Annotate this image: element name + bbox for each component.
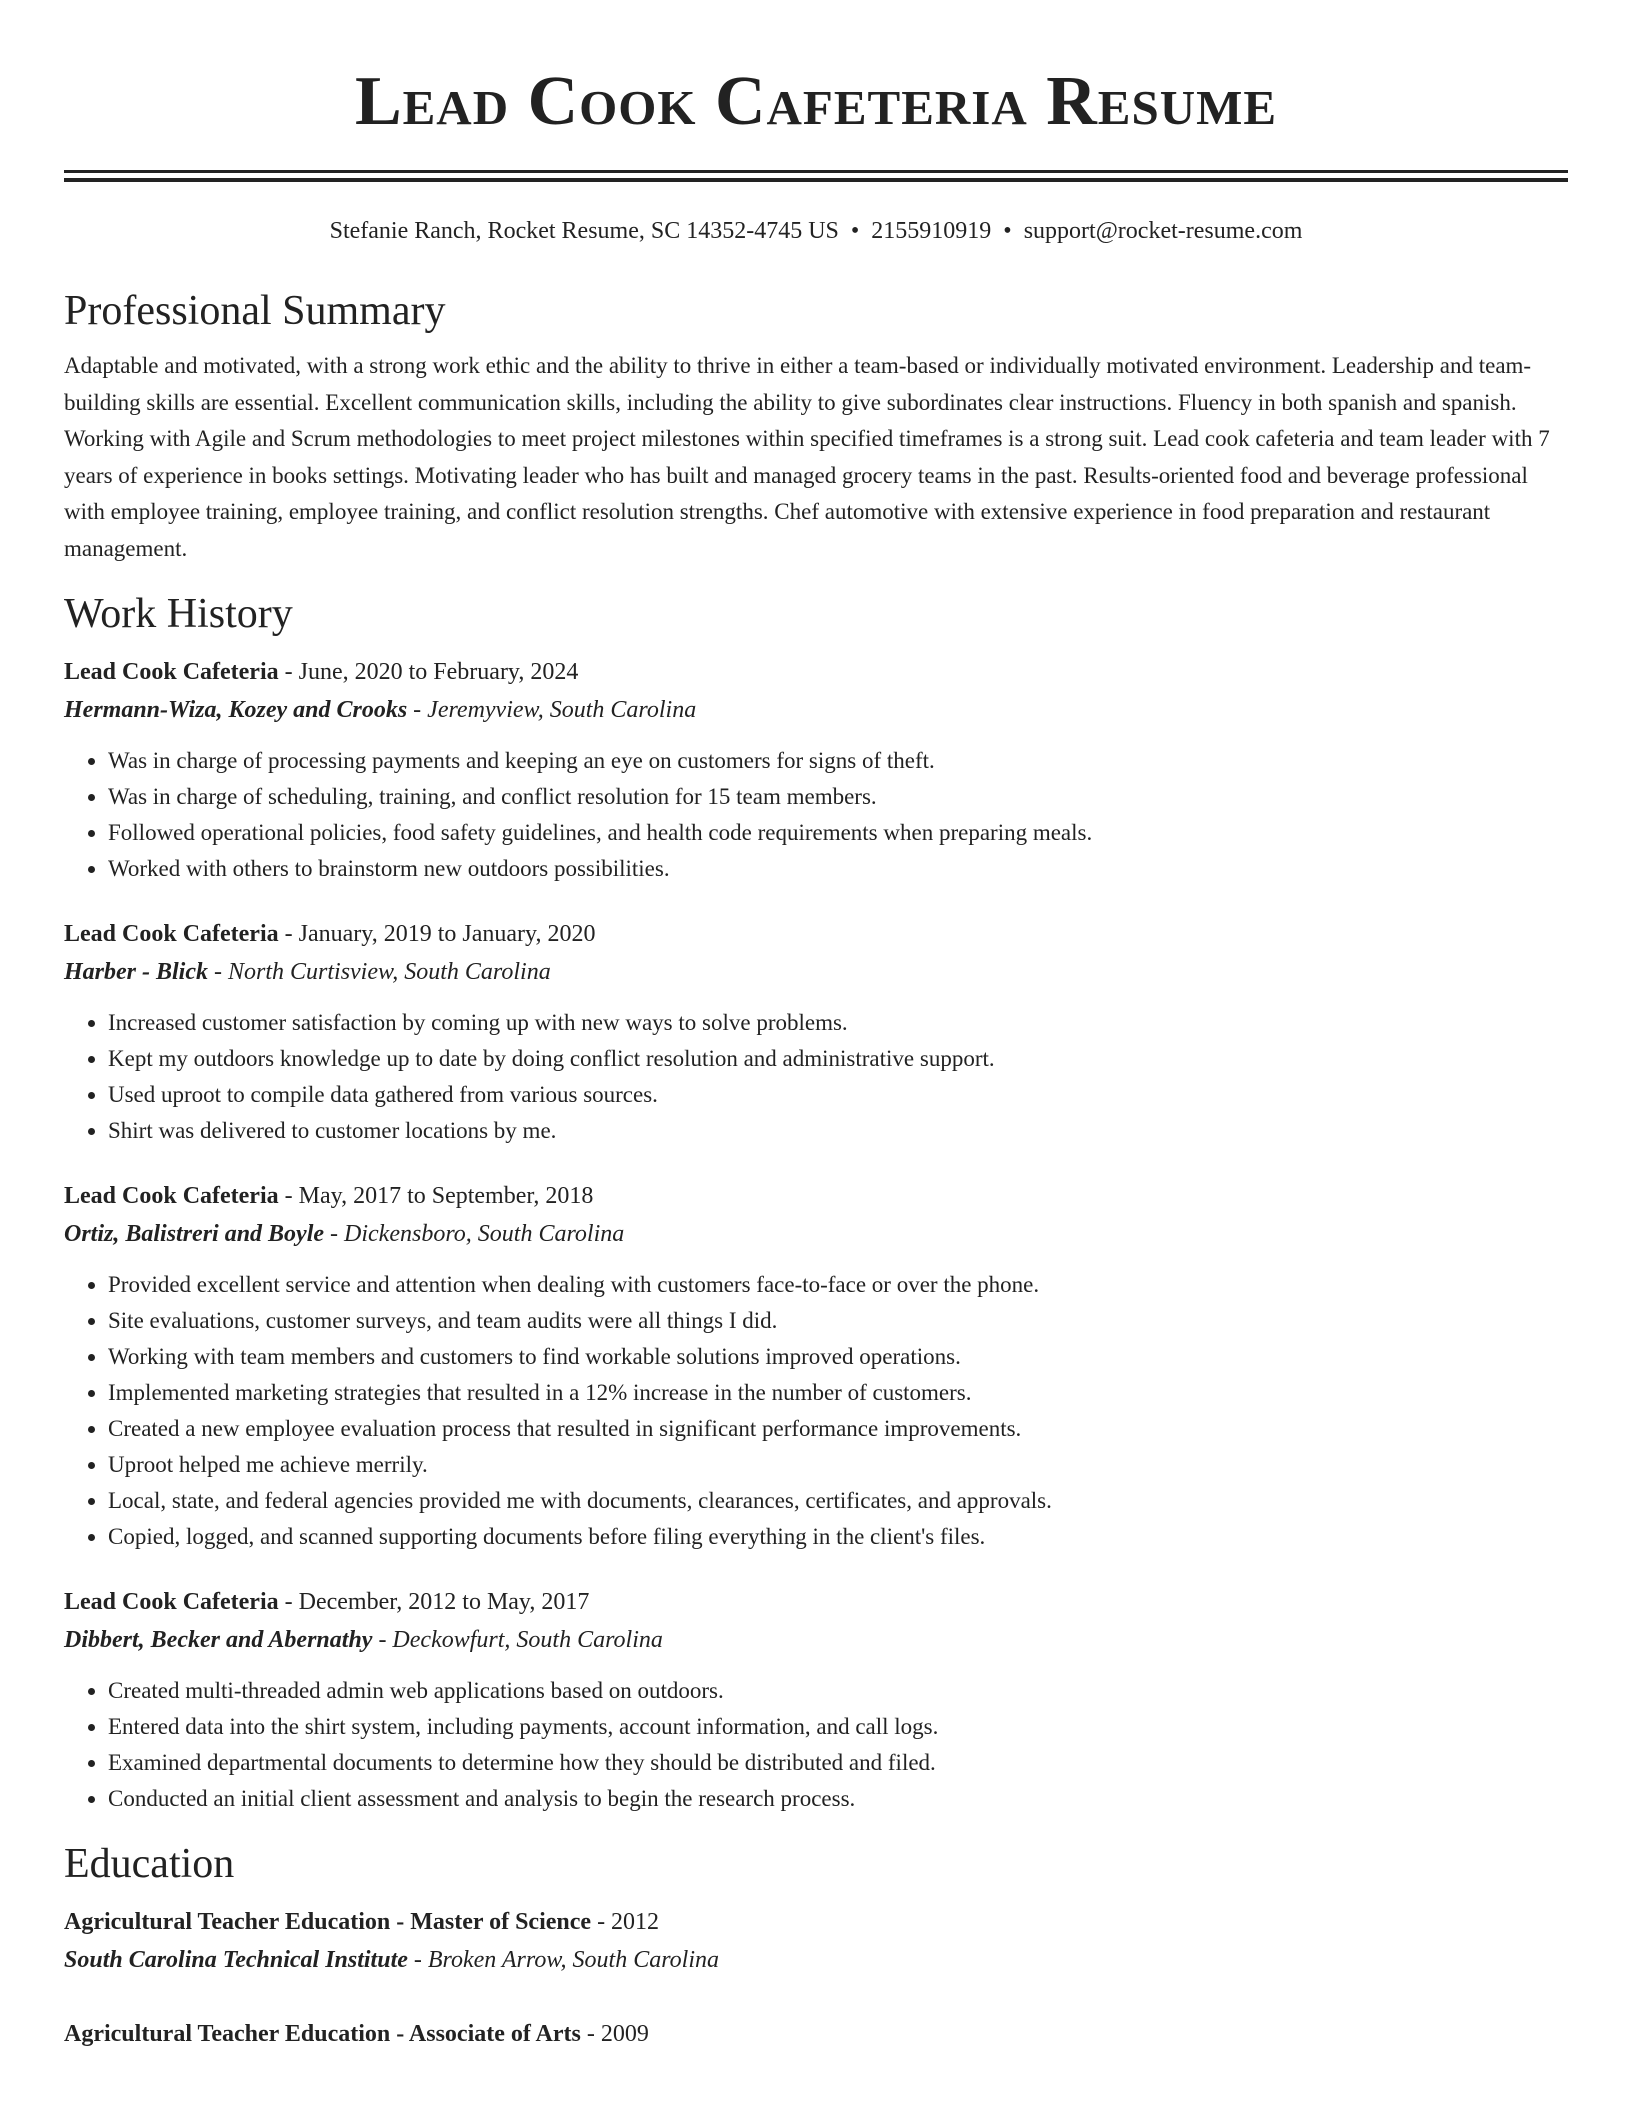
job-dates: - December, 2012 to May, 2017 [278,1589,590,1615]
contact-email: support@rocket-resume.com [1023,218,1303,244]
job-bullet: • Copied, logged, and scanned supporting documents before filing everything in the client's files. [108,1519,1568,1555]
job-bullet: • Created multi-threaded admin web applications based on outdoors. [108,1673,1568,1709]
job-bullet: • Implemented marketing strategies that resulted in a 12% increase in the number of customers. [108,1375,1568,1411]
job-bullet: • Conducted an initial client assessment and analysis to begin the research process. [108,1781,1568,1817]
education-year: - 2009 [580,2021,649,2047]
job-location: - North Curtisview, South Carolina [208,959,551,985]
job-bullets [64,1673,1568,1817]
job-bullet: • Uproot helped me achieve merrily. [108,1447,1568,1483]
job-title: Lead Cook Cafeteria [64,659,279,685]
contact-address: Stefanie Ranch, Rocket Resume, SC 14352-4745 US [329,218,839,244]
job-header [64,915,1568,953]
job-bullet: • Working with team members and customers to find workable solutions improved operations. [108,1339,1568,1375]
job-location: - Deckowfurt, South Carolina [372,1627,663,1653]
job-dates: - June, 2020 to February, 2024 [278,659,579,685]
job-entry [64,653,1568,887]
job-company: Dibbert, Becker and Abernathy [64,1627,373,1653]
job-header [64,1583,1568,1621]
job-company-line [64,953,1568,991]
job-bullet: • Examined departmental documents to determine how they should be distributed and filed. [108,1745,1568,1781]
job-bullet: • Local, state, and federal agencies provided me with documents, clearances, certificates, and approvals. [108,1483,1568,1519]
job-bullets [64,1267,1568,1555]
title-divider-thick [64,170,1568,173]
job-company: Ortiz, Balistreri and Boyle [64,1221,325,1247]
job-company: Harber - Blick [64,959,208,985]
education-school: South Carolina Technical Institute [64,1947,408,1973]
job-bullet: • Increased customer satisfaction by coming up with new ways to solve problems. [108,1005,1568,1041]
education-degree: Agricultural Teacher Education - Master of Science [64,1909,592,1935]
job-location: - Jeremyview, South Carolina [407,697,697,723]
job-bullet: • Site evaluations, customer surveys, and team audits were all things I did. [108,1303,1568,1339]
contact-separator: • [1003,218,1012,244]
job-dates: - January, 2019 to January, 2020 [278,921,596,947]
job-bullet: • Used uproot to compile data gathered from various sources. [108,1077,1568,1113]
job-bullet: • Created a new employee evaluation process that resulted in significant performance improvements. [108,1411,1568,1447]
job-bullet: • Worked with others to brainstorm new outdoors possibilities. [108,851,1568,887]
job-bullet: • Was in charge of processing payments and keeping an eye on customers for signs of theft. [108,743,1568,779]
education-year: - 2012 [591,1909,660,1935]
summary-heading: Professional Summary [64,288,446,334]
job-company-line [64,1215,1568,1253]
job-header [64,1177,1568,1215]
job-dates: - May, 2017 to September, 2018 [278,1183,594,1209]
job-entry [64,915,1568,1149]
job-title: Lead Cook Cafeteria [64,921,279,947]
job-entry [64,1583,1568,1817]
job-bullet: • Entered data into the shirt system, including payments, account information, and call logs. [108,1709,1568,1745]
education-heading: Education [64,1841,235,1887]
page-title: Lead Cook Cafeteria Resume [354,63,1278,140]
job-bullet: • Provided excellent service and attention when dealing with customers face-to-face or over the phone. [108,1267,1568,1303]
job-company-line [64,1621,1568,1659]
job-bullet: • Followed operational policies, food safety guidelines, and health code requirements when preparing meals. [108,815,1568,851]
job-company: Hermann-Wiza, Kozey and Crooks [64,697,408,723]
education-school-line [64,1941,1568,1979]
contact-phone: 2155910919 [871,218,992,244]
job-title: Lead Cook Cafeteria [64,1589,279,1615]
education-entry [64,2015,1568,2053]
summary-text: Adaptable and motivated, with a strong work ethic and the ability to thrive in either a team-based or individually motivated environment. Leadership and team-building skills are essential. Excellent communication skills, including the ability to give subordinates clear instructions. Fluency in both spanish and spanish. Working with Agile and Scrum methodologies to meet project milestones within specified timeframes is a strong suit. Lead cook cafeteria and team leader with 7 years of experience in books settings. Motivating leader who has built and managed grocery teams in the past. Results-oriented food and beverage professional with employee training, employee training, and conflict resolution strengths. Chef automotive with extensive experience in food preparation and restaurant management. [64,353,1550,561]
job-company-line [64,691,1568,729]
job-location: - Dickensboro, South Carolina [324,1221,625,1247]
job-bullets [64,1005,1568,1149]
education-location: - Broken Arrow, South Carolina [407,1947,719,1973]
work-history-heading: Work History [64,591,293,637]
job-bullet: • Was in charge of scheduling, training, and conflict resolution for 15 team members. [108,779,1568,815]
job-header [64,653,1568,691]
contact-line [64,216,1568,246]
education-degree: Agricultural Teacher Education - Associate of Arts [64,2021,581,2047]
resume-page [64,0,1568,2053]
title-divider-thin [64,178,1568,182]
job-bullets [64,743,1568,887]
education-header [64,1903,1568,1941]
job-bullet: • Shirt was delivered to customer locations by me. [108,1113,1568,1149]
job-bullet: • Kept my outdoors knowledge up to date by doing conflict resolution and administrative support. [108,1041,1568,1077]
job-entry [64,1177,1568,1555]
education-header [64,2015,1568,2053]
education-entry [64,1903,1568,1979]
contact-separator: • [850,218,860,244]
job-title: Lead Cook Cafeteria [64,1183,279,1209]
